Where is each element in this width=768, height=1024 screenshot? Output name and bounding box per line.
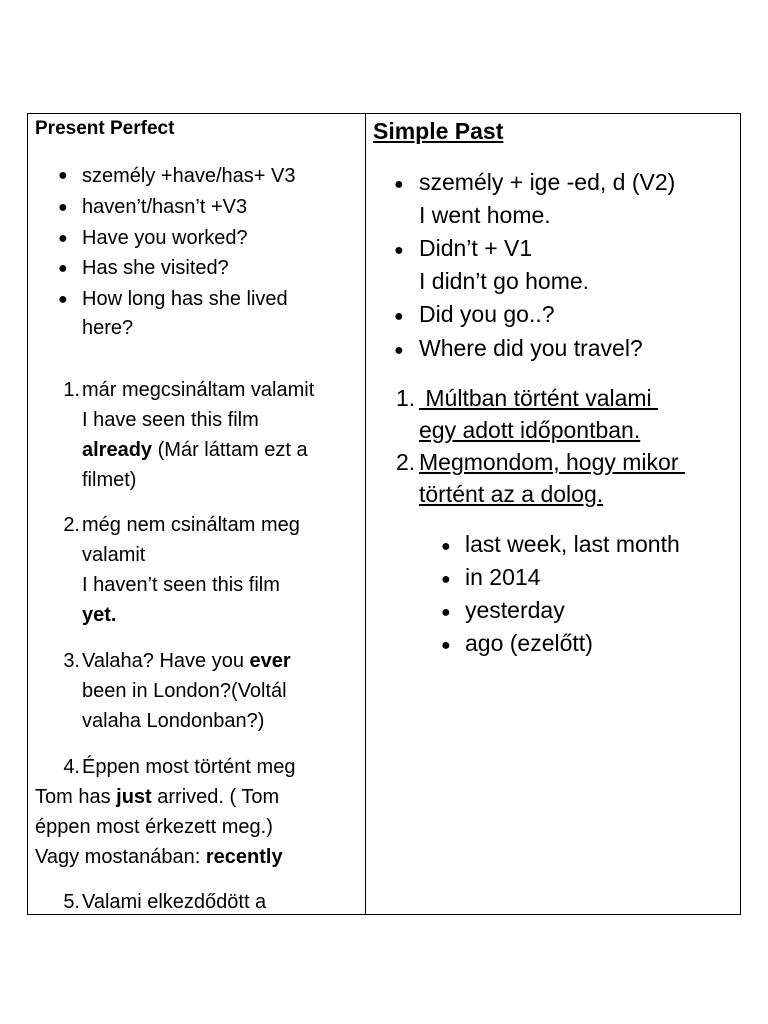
pp-item-2-line4: yet.	[82, 604, 117, 626]
sp-item-2-num: 2.	[396, 449, 416, 475]
bullet-icon: ●	[441, 538, 451, 555]
grammar-table	[27, 113, 741, 915]
pp-item-3-line1: Valaha? Have you ever	[82, 650, 291, 672]
pp-item-5-line1: Valami elkezdődött a	[82, 891, 267, 913]
pp-item-1-line3: already (Már láttam ezt a	[82, 439, 308, 461]
pp-item-2-num: 2.	[63, 514, 80, 536]
sp-item-1-line1: Múltban történt valami	[419, 385, 659, 411]
pp-item-3-line2: been in London?(Voltál	[82, 680, 287, 702]
bullet-icon: ●	[58, 230, 68, 247]
present-perfect-title: Present Perfect	[35, 118, 175, 139]
pp-item-4-line2: Tom has just arrived. ( Tom	[35, 786, 280, 808]
pp-item-2-line1: még nem csináltam meg	[82, 514, 300, 536]
sp-bullet-3: Did you go..?	[419, 301, 555, 327]
pp-item-4-line4: Vagy mostanában: recently	[35, 846, 283, 868]
bullet-icon: ●	[58, 167, 68, 184]
sp-bullet-4: Where did you travel?	[419, 335, 643, 361]
bullet-icon: ●	[441, 604, 451, 621]
pp-item-1-num: 1.	[63, 379, 80, 401]
pp-item-1-line2: I have seen this film	[82, 409, 259, 431]
pp-bullet-4: Has she visited?	[82, 257, 229, 279]
sp-item-1-line2: egy adott időpontban.	[419, 417, 641, 443]
bullet-icon: ●	[394, 242, 404, 259]
bullet-icon: ●	[441, 637, 451, 654]
sp-sub-bullet-4: ago (ezelőtt)	[465, 630, 593, 656]
pp-bullet-5-cont: here?	[82, 317, 134, 339]
pp-item-3-num: 3.	[63, 650, 80, 672]
pp-item-4-num: 4.	[63, 756, 80, 778]
bullet-icon: ●	[441, 571, 451, 588]
sp-item-2-line2: történt az a dolog.	[419, 481, 604, 507]
pp-item-2-line3: I haven’t seen this film	[82, 574, 280, 596]
pp-item-3-line3: valaha Londonban?)	[82, 710, 265, 732]
sp-bullet-2-line2: I didn’t go home.	[419, 268, 590, 294]
pp-bullet-1: személy +have/has+ V3	[82, 165, 296, 187]
pp-item-1-line1: már megcsináltam valamit	[82, 379, 315, 401]
pp-item-2-line2: valamit	[82, 544, 146, 566]
simple-past-title: Simple Past	[373, 118, 504, 144]
sp-bullet-1-line2: I went home.	[419, 202, 551, 228]
sp-item-1-num: 1.	[396, 385, 416, 411]
sp-sub-bullet-2: in 2014	[465, 564, 541, 590]
pp-bullet-2: haven’t/hasn’t +V3	[82, 196, 248, 218]
pp-item-1-line4: filmet)	[82, 469, 137, 491]
bullet-icon: ●	[394, 176, 404, 193]
pp-item-4-line1: Éppen most történt meg	[82, 756, 296, 778]
bullet-icon: ●	[58, 260, 68, 277]
bullet-icon: ●	[58, 291, 68, 308]
pp-item-5-num: 5.	[63, 891, 80, 913]
pp-bullet-5: How long has she lived	[82, 288, 288, 310]
sp-sub-bullet-3: yesterday	[465, 597, 565, 623]
sp-sub-bullet-1: last week, last month	[465, 531, 680, 557]
sp-item-2-line1: Megmondom, hogy mikor	[419, 449, 685, 475]
simple-past-column	[366, 114, 740, 914]
sp-bullet-1-line1: személy + ige -ed, d (V2)	[419, 169, 676, 195]
pp-bullet-3: Have you worked?	[82, 227, 248, 249]
present-perfect-column	[28, 114, 366, 914]
pp-item-4-line3: éppen most érkezett meg.)	[35, 816, 273, 838]
sp-bullet-2-line1: Didn’t + V1	[419, 235, 533, 261]
bullet-icon: ●	[394, 308, 404, 325]
bullet-icon: ●	[58, 199, 68, 216]
bullet-icon: ●	[394, 342, 404, 359]
